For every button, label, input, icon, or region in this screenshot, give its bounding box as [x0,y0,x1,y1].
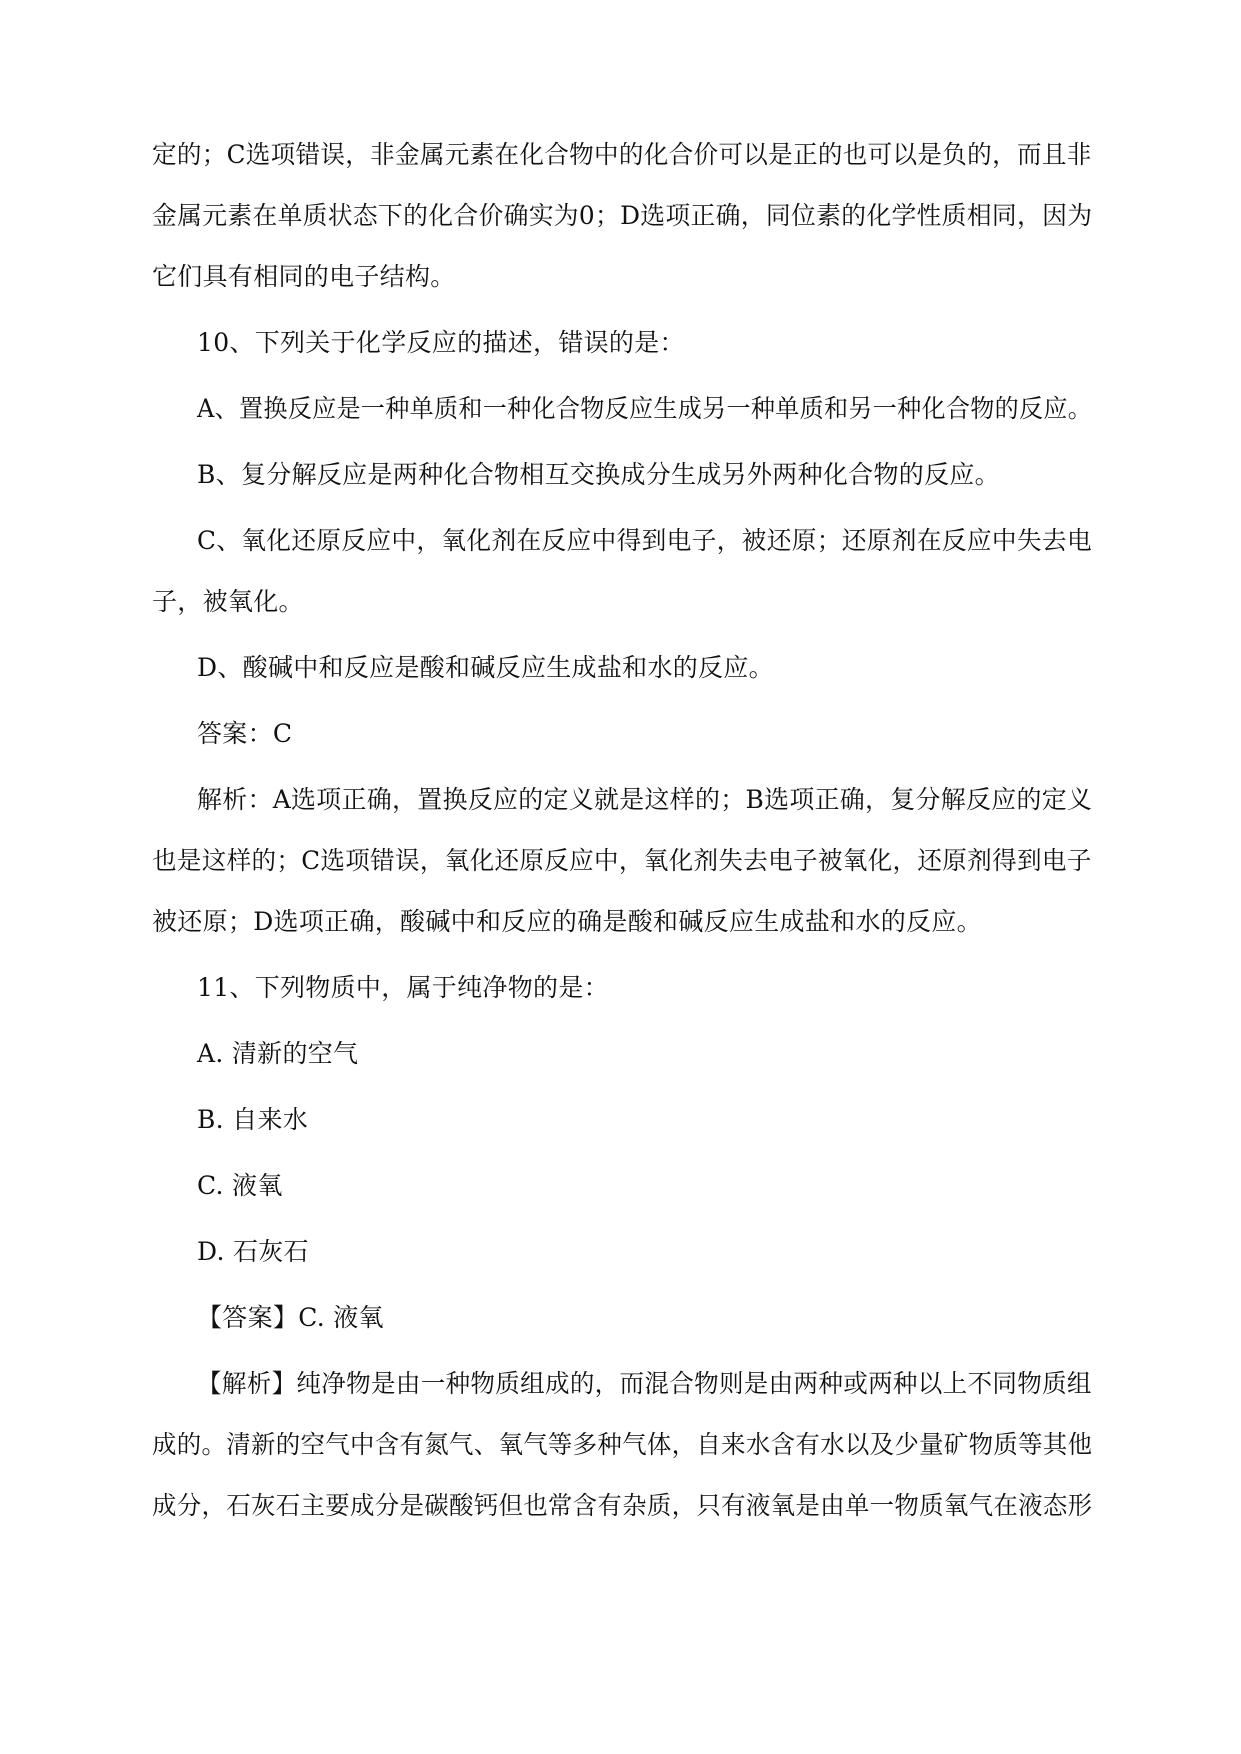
text-line: 它们具有相同的电子结构。 [152,262,456,291]
option-a: A、置换反应是一种单质和一种化合物反应生成另一种单质和另一种化合物的反应。 [197,394,1093,423]
option-d: D、酸碱中和反应是酸和碱反应生成盐和水的反应。 [197,653,774,682]
text-line: 子，被氧化。 [152,587,304,616]
text-line: 定的；C选项错误，非金属元素在化合物中的化合价可以是正的也可以是负的，而且非 [152,140,1092,169]
text-line: 成的。清新的空气中含有氮气、氧气等多种气体，自来水含有水以及少量矿物质等其他 [152,1430,1093,1459]
answer: 答案：C [197,719,293,748]
question-11: 11、下列物质中，属于纯净物的是： [197,973,609,1002]
explanation: 解析：A选项正确，置换反应的定义就是这样的；B选项正确，复分解反应的定义 [197,785,1093,814]
option-b: B. 自来水 [197,1105,309,1134]
question-10: 10、下列关于化学反应的描述，错误的是： [197,328,685,357]
text-line: 被还原；D选项正确，酸碱中和反应的确是酸和碱反应生成盐和水的反应。 [152,907,982,936]
answer: 【答案】C. 液氧 [197,1303,384,1332]
option-b: B、复分解反应是两种化合物相互交换成分生成另外两种化合物的反应。 [197,460,1000,489]
text-line: 金属元素在单质状态下的化合价确实为0；D选项正确，同位素的化学性质相同，因为 [152,201,1093,230]
option-d: D. 石灰石 [197,1237,309,1266]
text-line: 也是这样的；C选项错误，氧化还原反应中，氧化剂失去电子被氧化，还原剂得到电子 [152,846,1092,875]
option-c: C. 液氧 [197,1171,283,1200]
option-a: A. 清新的空气 [197,1039,359,1068]
text-line: 成分，石灰石主要成分是碳酸钙但也常含有杂质，只有液氧是由单一物质氧气在液态形 [152,1491,1093,1520]
option-c: C、氧化还原反应中，氧化剂在反应中得到电子，被还原；还原剂在反应中失去电 [197,526,1092,555]
explanation: 【解析】纯净物是由一种物质组成的，而混合物则是由两种或两种以上不同物质组 [197,1369,1092,1398]
